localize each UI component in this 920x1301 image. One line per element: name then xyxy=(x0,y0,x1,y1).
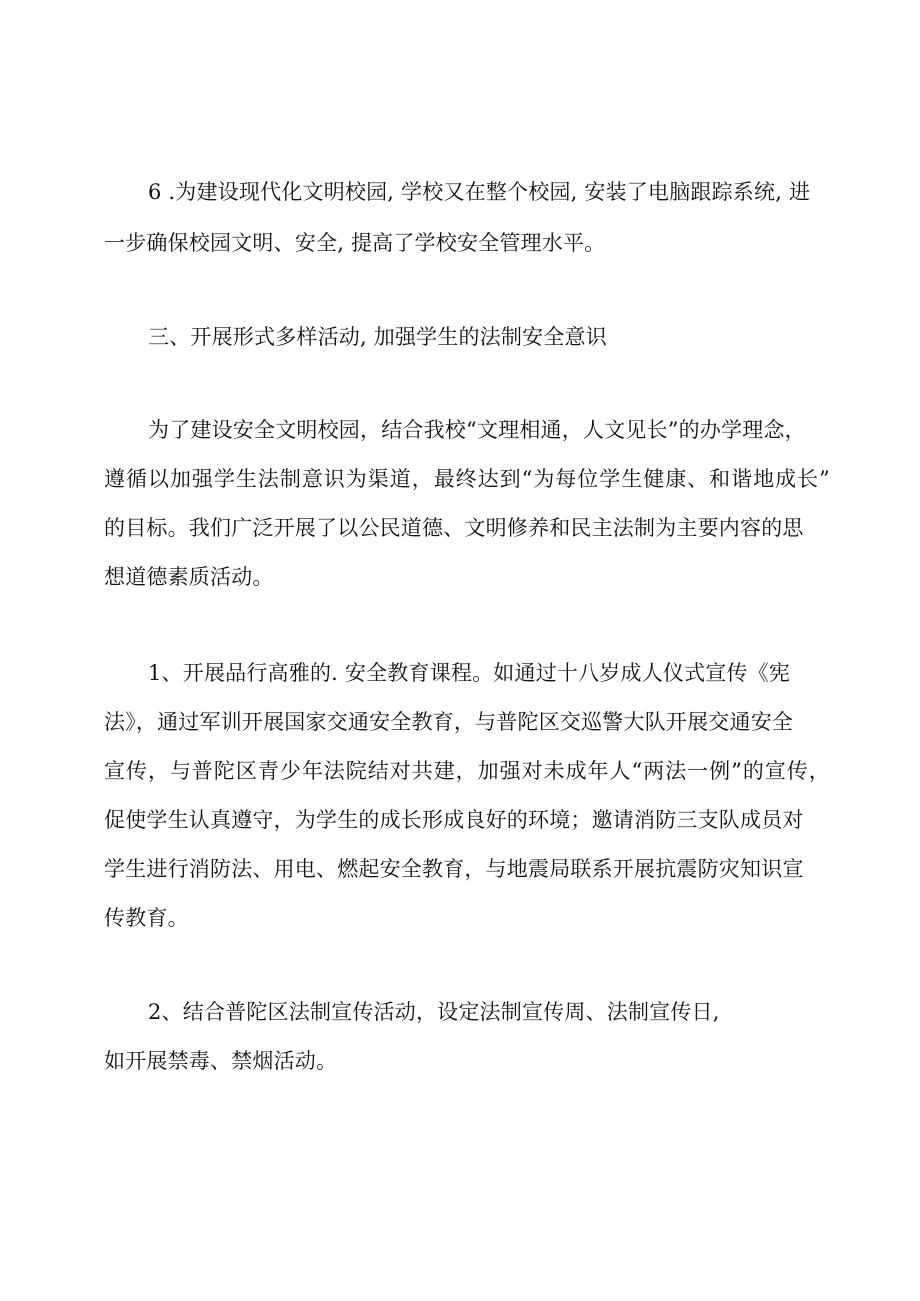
intro-line-2: 遵循以加强学生法制意识为渠道，最终达到“为每位学生健康、和谐地成长” xyxy=(104,467,830,491)
intro-line-4: 想道德素质活动。 xyxy=(104,565,274,589)
section-3-heading: 三、开展形式多样活动, 加强学生的法制安全意识 xyxy=(148,325,607,349)
point-1-line-4: 促使学生认真遵守，为学生的成长形成良好的环境；邀请消防三支队成员对 xyxy=(104,808,804,832)
item-6-line-2: 一步确保校园文明、安全, 提高了学校安全管理水平。 xyxy=(104,231,606,255)
intro-line-1: 为了建设安全文明校园，结合我校“文理相通，人文见长”的办学理念， xyxy=(148,418,806,442)
point-2-line-2: 如开展禁毒、禁烟活动。 xyxy=(104,1049,338,1073)
item-6-line-1: 6 .为建设现代化文明校园, 学校又在整个校园, 安装了电脑跟踪系统, 进 xyxy=(148,180,811,204)
point-1-line-6: 传教育。 xyxy=(104,906,189,930)
point-2-line-1: 2、结合普陀区法制宣传活动，设定法制宣传周、法制宣传日, xyxy=(148,1000,720,1024)
point-1-line-5: 学生进行消防法、用电、燃起安全教育，与地震局联系开展抗震防灾知识宣 xyxy=(104,857,804,881)
point-1-line-3: 宣传，与普陀区青少年法院结对共建，加强对未成年人“两法一例”的宣传， xyxy=(104,759,830,783)
intro-line-3: 的目标。我们广泛开展了以公民道德、文明修养和民主法制为主要内容的思 xyxy=(104,516,804,540)
point-1-line-2: 法》，通过军训开展国家交通安全教育，与普陀区交巡警大队开展交通安全 xyxy=(104,710,794,734)
point-1-line-1: 1、开展品行高雅的. 安全教育课程。如通过十八岁成人仪式宣传《宪 xyxy=(148,661,791,685)
